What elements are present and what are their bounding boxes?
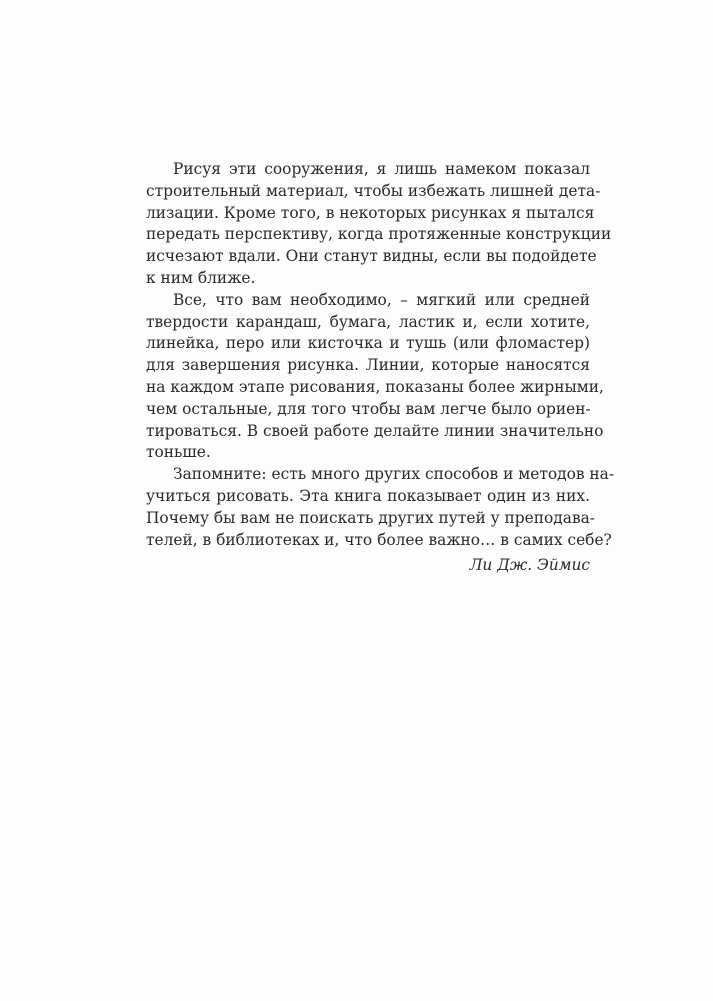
author-signature: Ли Дж. Эймис [469,556,590,575]
text-line: к ним ближе. [146,268,256,287]
text-line: тоньше. [146,443,211,462]
text-line: тироваться. В своей работе делайте линии значительно [146,421,604,440]
paragraph [146,290,604,464]
text-line: исчезают вдали. Они станут видны, если вы подойдете [146,247,597,266]
text-line: Запомните: есть много других способов и методов на- [173,465,615,484]
paragraph [146,159,612,290]
text-line: телей, в библиотеках и, что более важно… в самих себе? [146,530,612,549]
paragraph [146,464,615,551]
text-line: на каждом этапе рисования, показаны более жирными, [146,377,604,396]
text-line: для завершения рисунка. Линии, которые наносятся [146,356,590,375]
text-line: учиться рисовать. Эта книга показывает один из них. [146,486,590,505]
text-line: твердости карандаш, бумага, ластик и, если хотите, [146,312,590,331]
text-line: Почему бы вам не поискать других путей у преподава- [146,508,595,527]
text-line: передать перспективу, когда протяженные конструкции [146,225,612,244]
text-line: Рисуя эти сооружения, я лишь намеком показал [173,160,590,178]
text-line: чем остальные, для того чтобы вам легче было ориен- [146,399,591,418]
text-line: лизации. Кроме того, в некоторых рисунках я пытался [146,203,595,222]
text-line: линейка, перо или кисточка и тушь (или фломастер) [146,334,590,353]
page-text [146,159,615,577]
text-line: Все, что вам необходимо, – мягкий или средней [173,290,590,309]
text-line: строительный материал, чтобы избежать лишней дета- [146,181,601,200]
